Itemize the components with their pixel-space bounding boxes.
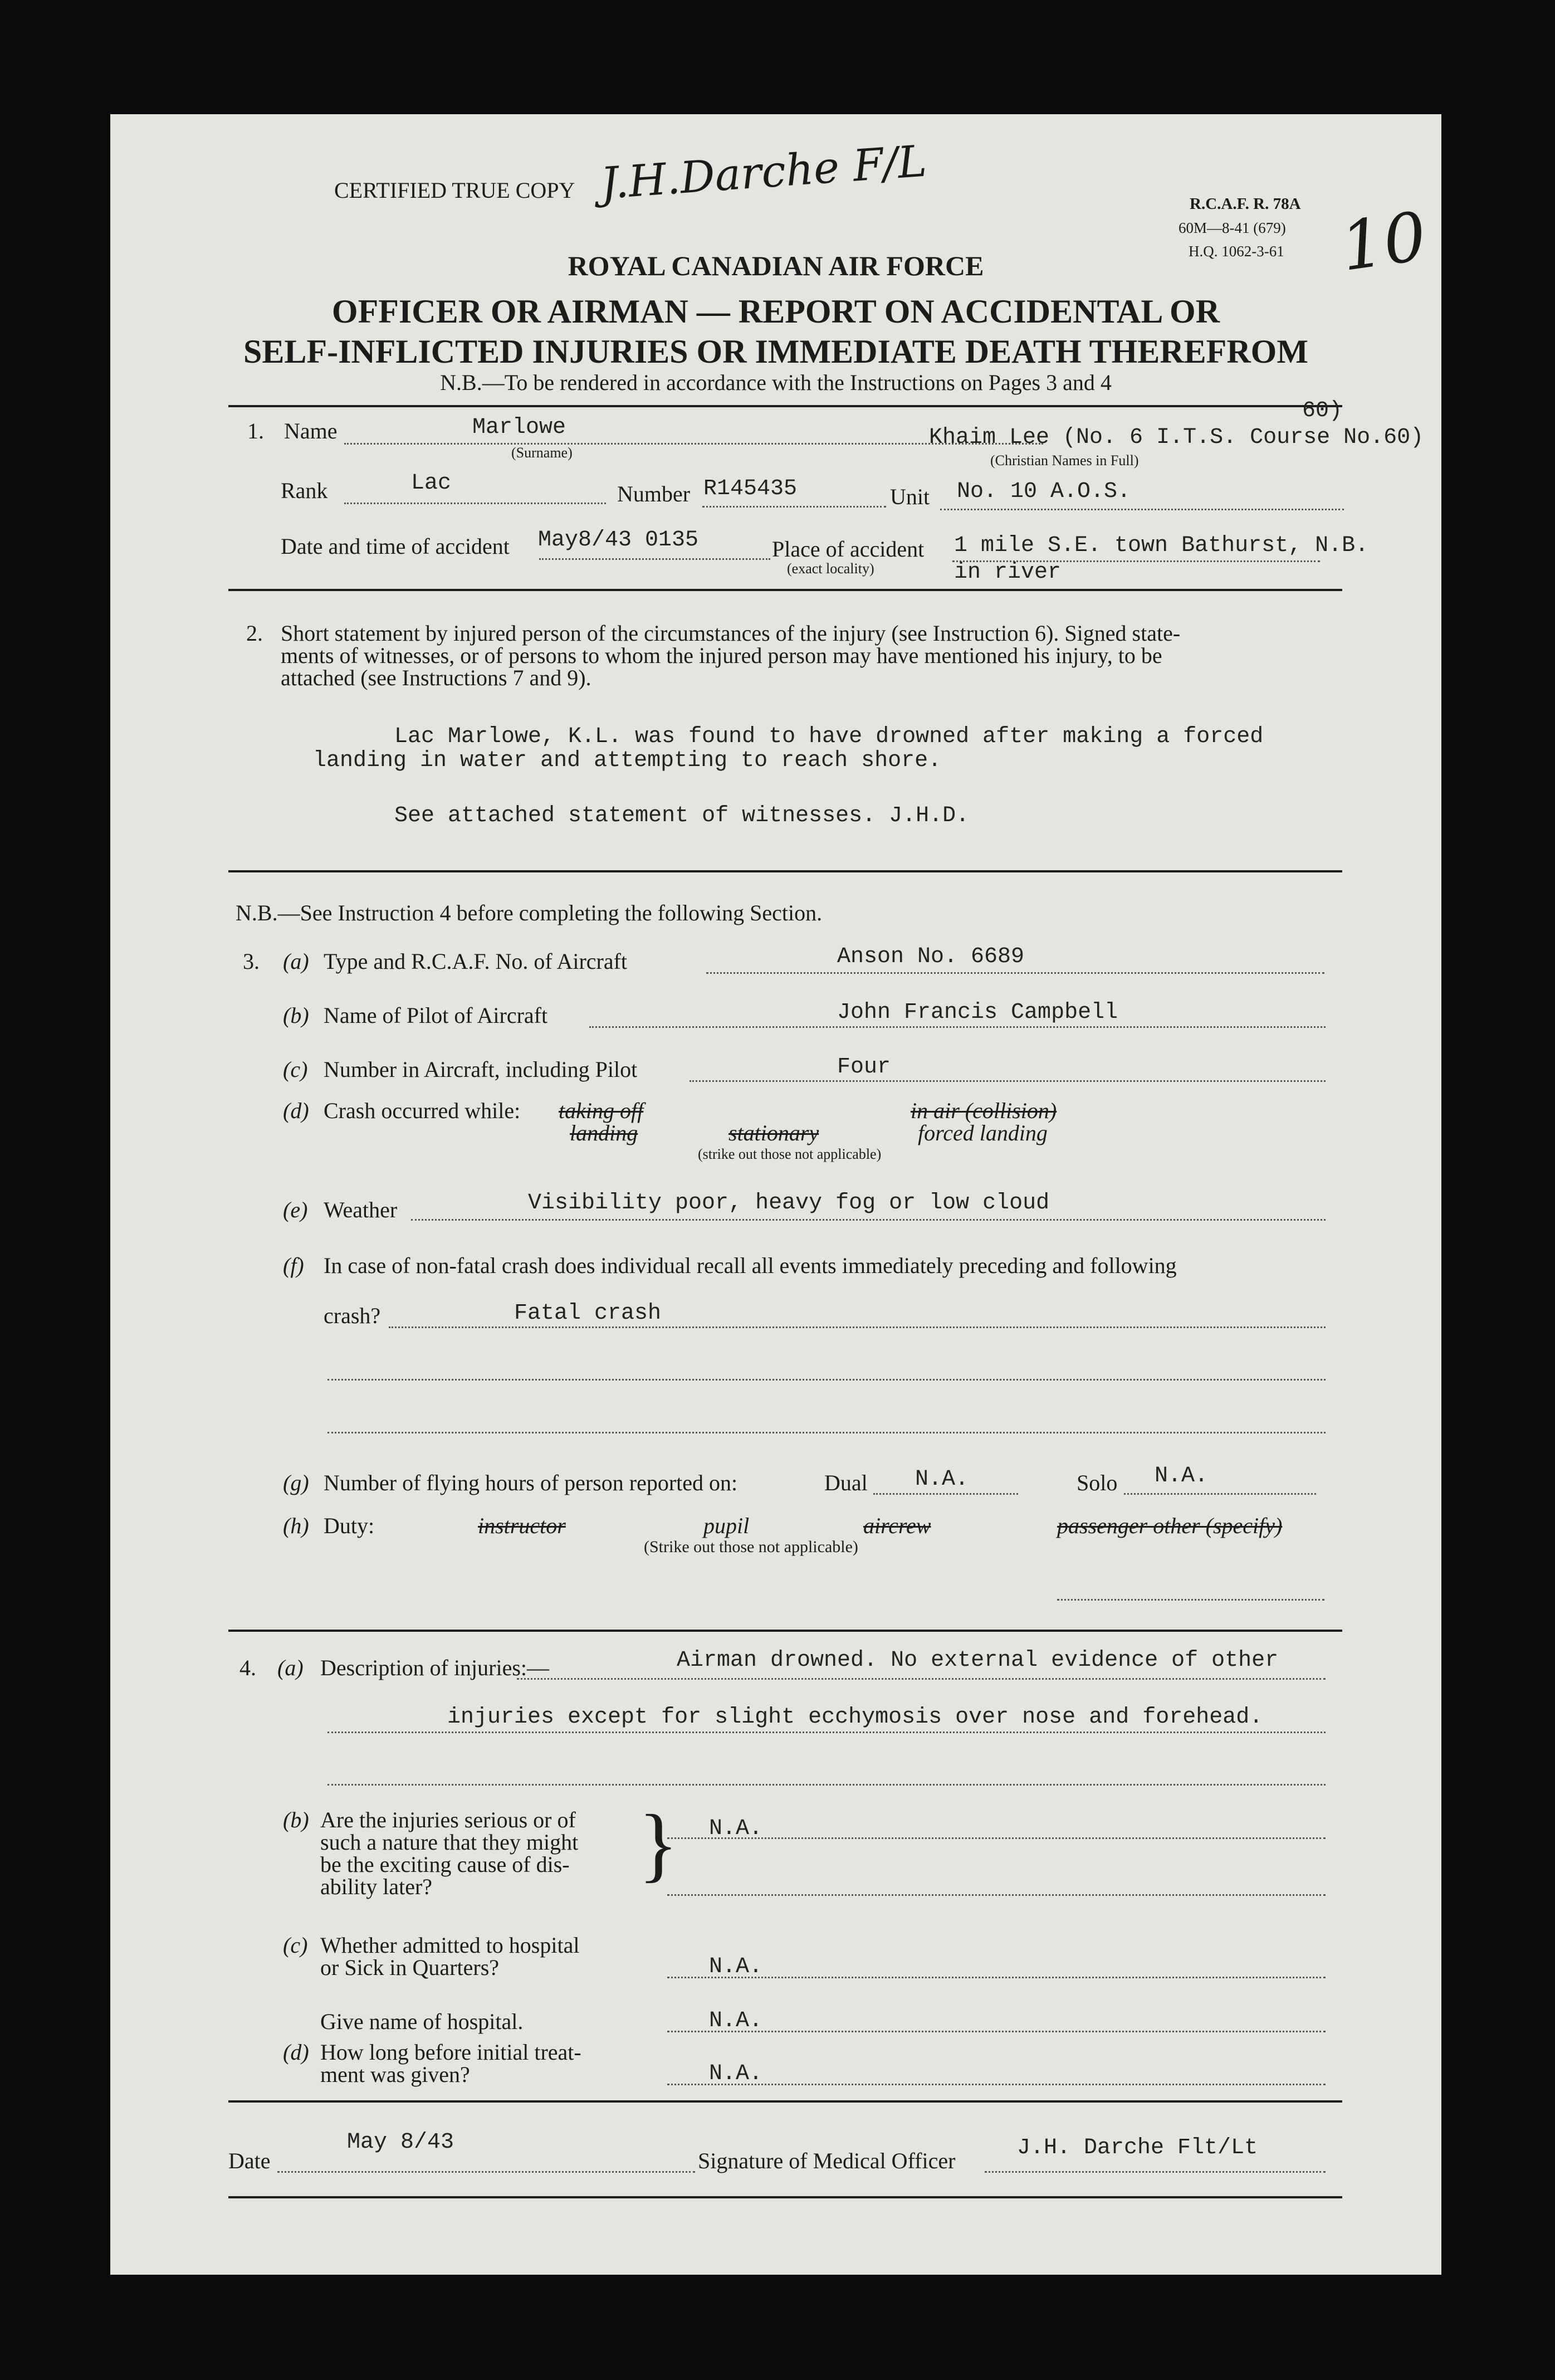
- s3h-letter: (h): [283, 1513, 309, 1538]
- surname-caption: (Surname): [511, 445, 573, 461]
- number-label: Number: [617, 481, 691, 506]
- report-date-value: May 8/43: [347, 2130, 454, 2155]
- hospital-admission-q-line1: Whether admitted to hospital: [320, 1933, 580, 1958]
- section3-number: 3.: [243, 949, 260, 974]
- section1-rule: [228, 589, 1342, 591]
- s3e-letter: (e): [283, 1197, 308, 1222]
- christian-names-caption: (Christian Names in Full): [990, 452, 1139, 469]
- datetime-label: Date and time of accident: [281, 534, 510, 559]
- injuries-description-line2: injuries except for slight ecchymosis over nose and forehead.: [447, 1705, 1263, 1730]
- pilot-name-value: John Francis Campbell: [837, 1000, 1118, 1025]
- hospital-admission-q-line2: or Sick in Quarters?: [320, 1955, 500, 1980]
- certified-signature: J.H.Darche F/L: [599, 136, 928, 209]
- signature-label: Signature of Medical Officer: [698, 2148, 956, 2173]
- pilot-name-label: Name of Pilot of Aircraft: [324, 1003, 548, 1028]
- section3-rule: [228, 1630, 1342, 1632]
- aircraft-occupants-value: Four: [837, 1055, 891, 1080]
- treatment-delay-value: N.A.: [709, 2061, 763, 2086]
- aircraft-type-label: Type and R.C.A.F. No. of Aircraft: [324, 949, 628, 974]
- section2-number: 2.: [246, 621, 263, 646]
- aircraft-occupants-label: Number in Aircraft, including Pilot: [324, 1057, 638, 1082]
- unit-label: Unit: [890, 484, 930, 509]
- section2-instruction-line1: Short statement by injured person of the circumstances of the injury (see Instruction 6). Signed state-: [281, 621, 1181, 646]
- datetime-value: May8/43 0135: [538, 528, 699, 553]
- flying-hours-label: Number of flying hours of person reported on:: [324, 1470, 738, 1495]
- statement-line2: landing in water and attempting to reach shore.: [313, 748, 942, 773]
- rank-value: Lac: [411, 471, 452, 496]
- section4-number: 4.: [239, 1655, 256, 1680]
- crash-option-stationary: stationary: [728, 1120, 819, 1145]
- unit-value: No. 10 A.O.S.: [957, 479, 1131, 504]
- duty-option-instructor: instructor: [478, 1513, 566, 1538]
- s3g-letter: (g): [283, 1470, 309, 1495]
- treatment-delay-q-line2: ment was given?: [320, 2062, 470, 2087]
- recall-question-line2: crash?: [324, 1303, 381, 1328]
- aircraft-type-value: Anson No. 6689: [837, 944, 1025, 969]
- crash-option-landing: landing: [570, 1120, 638, 1145]
- surname-value: Marlowe: [472, 415, 566, 440]
- form-code: R.C.A.F. R. 78A: [1190, 195, 1301, 213]
- recall-question-line1: In case of non-fatal crash does individual recall all events immediately preceding and following: [324, 1253, 1177, 1278]
- s3f-letter: (f): [283, 1253, 304, 1278]
- brace-symbol: }: [638, 1798, 678, 1890]
- crash-phase-note: (strike out those not applicable): [698, 1146, 882, 1162]
- dual-label: Dual: [824, 1470, 868, 1495]
- section2-instruction-line2: ments of witnesses, or of persons to whom the injured person may have mentioned his injury, to be: [281, 643, 1162, 668]
- injuries-description-label: Description of injuries:—: [320, 1655, 550, 1680]
- s3b-letter: (b): [283, 1003, 309, 1028]
- organization-heading: ROYAL CANADIAN AIR FORCE: [568, 250, 984, 281]
- hospital-name-label: Give name of hospital.: [320, 2009, 524, 2034]
- weather-label: Weather: [324, 1197, 398, 1222]
- s3a-letter: (a): [283, 949, 309, 974]
- service-number-value: R145435: [703, 476, 798, 501]
- form-title-line1: OFFICER OR AIRMAN — REPORT ON ACCIDENTAL OR: [331, 293, 1220, 330]
- duty-label: Duty:: [324, 1513, 375, 1538]
- header-rule: [228, 405, 1342, 407]
- medical-officer-signature: J.H. Darche Flt/Lt: [1017, 2135, 1258, 2160]
- serious-injury-q-line3: be the exciting cause of dis-: [320, 1852, 570, 1877]
- injuries-description-line1: Airman drowned. No external evidence of other: [677, 1648, 1279, 1673]
- duty-option-pupil: pupil: [703, 1513, 750, 1538]
- course-overline: 60): [1302, 398, 1343, 423]
- form-title-line2: SELF-INFLICTED INJURIES OR IMMEDIATE DEATH THEREFROM: [243, 333, 1308, 370]
- nb-instructions: N.B.—To be rendered in accordance with the Instructions on Pages 3 and 4: [440, 370, 1112, 395]
- s4c-letter: (c): [283, 1933, 308, 1958]
- section1-number: 1.: [247, 418, 264, 443]
- hospital-admission-value: N.A.: [709, 1954, 763, 1979]
- crash-phase-label: Crash occurred while:: [324, 1098, 521, 1123]
- treatment-delay-q-line1: How long before initial treat-: [320, 2040, 581, 2065]
- name-label: Name: [284, 418, 338, 443]
- footer-rule: [228, 2196, 1342, 2198]
- date-label: Date: [228, 2148, 271, 2173]
- duty-note: (Strike out those not applicable): [644, 1538, 858, 1556]
- form-code-print: 60M—8-41 (679): [1179, 220, 1286, 236]
- s4d-letter: (d): [283, 2040, 309, 2065]
- s3c-letter: (c): [283, 1057, 308, 1082]
- christian-names-value: Khaim Lee (No. 6 I.T.S. Course No.60): [929, 425, 1424, 450]
- nb-section3: N.B.—See Instruction 4 before completing the following Section.: [236, 900, 823, 925]
- s3d-letter: (d): [283, 1098, 309, 1123]
- s4a-letter: (a): [277, 1655, 304, 1680]
- duty-option-aircrew: aircrew: [863, 1513, 931, 1538]
- section2-rule: [228, 870, 1342, 872]
- place-label: Place of accident: [772, 537, 925, 562]
- section2-instruction-line3: attached (see Instructions 7 and 9).: [281, 665, 591, 690]
- weather-value: Visibility poor, heavy fog or low cloud: [528, 1191, 1050, 1216]
- section4-rule: [228, 2100, 1342, 2103]
- crash-option-in-air: in air (collision): [911, 1098, 1057, 1123]
- solo-hours-value: N.A.: [1155, 1464, 1209, 1489]
- form-code-hq: H.Q. 1062-3-61: [1189, 243, 1284, 260]
- crash-option-taking-off: taking off: [559, 1098, 644, 1123]
- report-form-page: [110, 114, 1441, 2275]
- duty-option-passenger-other: passenger other (specify): [1057, 1513, 1283, 1538]
- serious-injury-q-line1: Are the injuries serious or of: [320, 1807, 576, 1832]
- serious-injury-q-line2: such a nature that they might: [320, 1830, 579, 1855]
- s4b-letter: (b): [283, 1807, 309, 1832]
- rank-label: Rank: [281, 478, 328, 503]
- recall-answer-value: Fatal crash: [514, 1301, 662, 1326]
- place-value-line1: 1 mile S.E. town Bathurst, N.B.: [954, 533, 1369, 558]
- serious-injury-value: N.A.: [709, 1816, 763, 1841]
- hospital-name-value: N.A.: [709, 2008, 763, 2033]
- serious-injury-q-line4: ability later?: [320, 1874, 433, 1899]
- statement-line3: See attached statement of witnesses. J.H.D.: [394, 803, 970, 828]
- dual-hours-value: N.A.: [915, 1467, 969, 1492]
- place-value-line2: in river: [954, 560, 1062, 585]
- place-caption: (exact locality): [787, 560, 874, 577]
- solo-label: Solo: [1077, 1470, 1118, 1495]
- statement-line1: Lac Marlowe, K.L. was found to have drowned after making a forced: [394, 724, 1264, 749]
- crash-option-forced-landing: forced landing: [918, 1120, 1048, 1145]
- certified-true-copy-label: CERTIFIED TRUE COPY: [334, 178, 575, 203]
- page-number: 10: [1336, 198, 1431, 286]
